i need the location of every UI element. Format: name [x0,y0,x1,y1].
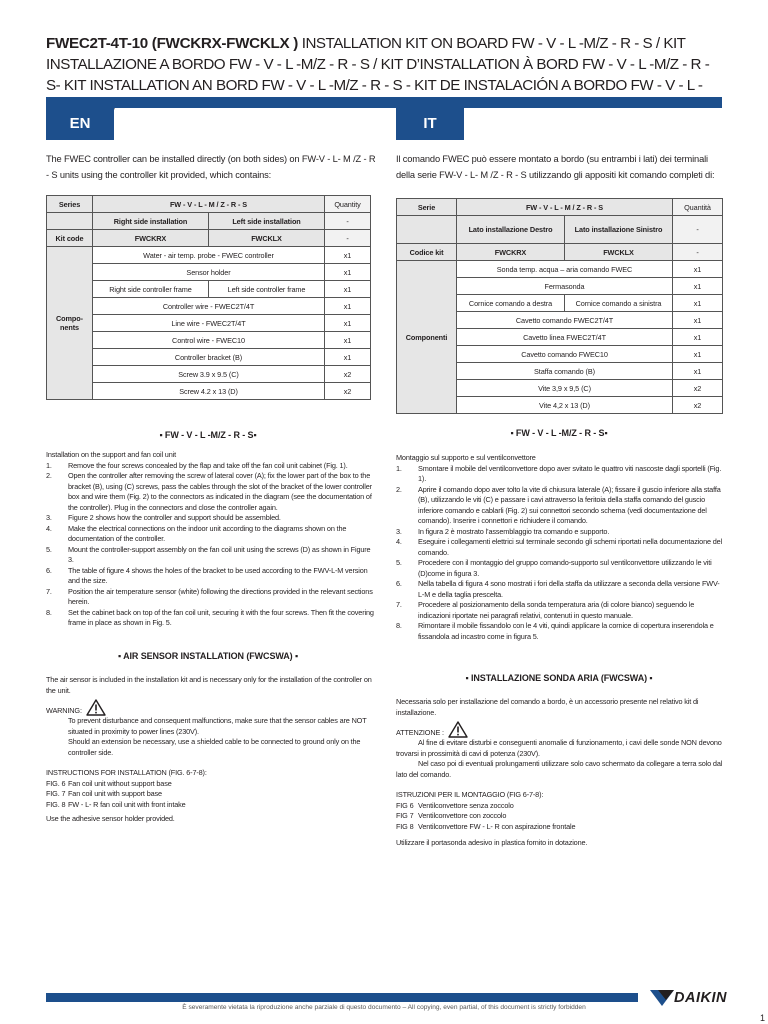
list-item: 1. Smontare il mobile del ventilconvettore dopo aver svitato le quattro viti nascoste dagli sportelli (Fig. 1). [396,463,722,483]
table-kit-left: FWCKLX [209,230,325,247]
warning-triangle-icon [448,721,468,738]
it-air-sensor-heading: ▪ INSTALLAZIONE SONDA ARIA (FWCSWA) ▪ [465,673,653,683]
table-row: Sonda temp. acqua – aria comando FWEC [457,261,673,278]
table-row: Controller wire - FWEC2T/4T [93,298,325,315]
it-fig-list [396,801,724,833]
daikin-logo-text: DAIKIN [674,990,727,1006]
table-row: Control wire - FWEC10 [93,332,325,349]
it-install-intro: Montaggio sul supporto e sul ventilconvettore [396,453,536,462]
daikin-logo [648,988,738,1008]
table-row: Staffa comando (B) [457,363,673,380]
list-item: 7. Procedere al posizionamento della sonda temperatura aria (di colore bianco) seguendo le indicazioni riportate nei paragrafi relativi, contenuti in questo manuale. [396,600,695,620]
list-item: FIG 7 Ventilconvettore con zoccolo [396,811,507,820]
table-row: Right side controller frame [93,281,209,298]
table-row: Cornice comando a destra [457,295,565,312]
table-header-series: Serie [397,199,457,216]
en-steps [46,461,374,629]
header-rule [46,97,722,108]
it-install-text [396,453,724,642]
table-header-quantity: Quantity [325,196,371,213]
list-item: FIG. 8 FW - L- R fan coil unit with front intake [46,799,186,809]
table-left-side: Left side installation [209,213,325,230]
footer-bar [46,993,638,1002]
list-item: 6. The table of figure 4 shows the holes of the bracket to be used according to the FWV-L-M version and the size. [46,565,368,585]
list-item: 1. Remove the four screws concealed by the flap and take off the fan coil unit cabinet (Fig. 1). [46,460,348,470]
footer-copyright: È severamente vietata la riproduzione anche parziale di questo documento – All copying, even partial, of this document is strictly forbidden [182,1004,586,1011]
list-item: 5. Mount the controller-support assembly on the fan coil unit using the screws (D) as shown in Figure 3. [46,544,371,564]
table-header-quantity: Quantità [673,199,723,216]
en-install-intro: Installation on the support and fan coil unit [46,450,176,459]
title-description: INSTALLATION KIT ON BOARD FW - V - L -M/Z - R - S / KIT INSTALLAZIONE A BORDO FW - V - L -M/Z - R - S / KIT D’INSTALLATION À BORD FW - V - L -M/Z - R - S- KIT INSTALLATION AN BORD FW - V - L -M/Z - R - S - KIT DE INSTALACIÓN A BORDO FW - V - L - [46,35,710,94]
list-item: 6. Nella tabella di figura 4 sono mostrati i fori della staffa da utilizzare a seconda della versione FWV-L-M e della taglia prescelta. [396,579,720,599]
table-row: Controller bracket (B) [93,349,325,366]
table-row: Fermasonda [457,278,673,295]
table-row: Cavetto linea FWEC2T/4T [457,329,673,346]
table-header-series-value: FW - V - L - M / Z - R - S [457,199,673,216]
en-section-fw-heading: ▪ FW - V - L -M/Z - R - S▪ [159,430,257,440]
it-section-fw-heading: ▪ FW - V - L -M/Z - R - S▪ [510,428,608,438]
table-row: Vite 3,9 x 9,5 (C) [457,380,673,397]
en-install-text [46,450,374,629]
table-row: Cornice comando a sinistra [565,295,673,312]
list-item: 4. Eseguire i collegamenti elettrici sul terminale secondo gli schemi riportati nella documentazione del comando. [396,537,723,557]
list-item: 7. Position the air temperature sensor (white) following the directions provided in the relevant sections herein. [46,586,373,606]
en-air-sensor-heading: ▪ AIR SENSOR INSTALLATION (FWCSWA) ▪ [117,651,299,661]
page-number: 1 [760,1013,766,1023]
table-header-series-value: FW - V - L - M / Z - R - S [93,196,325,213]
list-item: 2. Open the controller after removing the screw of lateral cover (A); fix the lower part of the box to the bracket (B), using (C) screws, pass the cables through the slot of the bracket of the lower controller box and wire them (Fig. 2) to the connectors as indicated in the diagram (see the documentation of the controller). Plug in the connectors and close the controller again. [46,471,372,512]
table-row: Screw 4.2 x 13 (D) [93,383,325,400]
en-intro: The FWEC controller can be installed directly (on both sides) on FW-V - L- M /Z - R - S units using the controller kit provided, which contains: [46,154,376,180]
table-row: Screw 3.9 x 9.5 (C) [93,366,325,383]
list-item: 3. Figure 2 shows how the controller and support should be assembled. [46,513,281,522]
list-item: FIG. 6 Fan coil unit without support base [46,778,172,788]
tab-en: EN [46,108,114,140]
table-row: Vite 4,2 x 13 (D) [457,397,673,414]
kit-code-title: FWEC2T-4T-10 (FWCKRX-FWCKLX ) [46,35,299,52]
it-sensor-text: Necessaria solo per installazione del comando a bordo, è un accessorio presente nel relativo kit di installazione. ATTENZIONE : Al fine di evitare disturbi e conseguenti anomalie di funzionamento, i cavi delle sonde NON devono trovarsi in prossimità di cavi di potenza (230V). Nel caso poi di eventuali prolungamenti utilizzare solo cavo schermato da collegare a terra solo dal lato del comando. ISTRUZIONI PER IL MONTAGGIO (FIG 6-7-8): FIG 6 Ventilconvettore senza zoccolo FIG 7 Ventilconvettore con zoccolo FIG 8 Ventilconvettore FW - L- R con aspirazione frontale Utilizzare il portasonda adesivo in plastica fornito in dotazione. [396,697,723,847]
table-kit-left: FWCKLX [565,244,673,261]
list-item: FIG. 7 Fan coil unit with support base [46,789,162,798]
list-item: FIG 6 Ventilconvettore senza zoccolo [396,800,514,810]
table-components-label: Componenti [397,261,457,414]
table-row: Water - air temp. probe - FWEC controller [93,247,325,264]
en-kit-table: Series FW - V - L - M / Z - R - S Quantity Right side installation Left side installation - Kit code FWCKRX FWCKLX - Compo-nents Water - air temp. probe - FWEC controller x1 Sensor holder x1 Right side controller frame Left side controller frame x1 Controller wire - FWEC2T/4T x1 Line wire - FWEC2T/4T x1 Control wire - FWEC10 x1 Controller bracket (B) x1 Screw 3.9 x 9.5 (C) x2 Screw 4.2 x 13 (D) x2 [46,195,371,400]
table-components-label: Compo-nents [47,247,93,400]
table-kit-code-label: Codice kit [397,244,457,261]
daikin-logo-icon [648,988,676,1008]
list-item: 8. Set the cabinet back on top of the fan coil unit, securing it with the four screws. Then fit the covering frame in place as shown in Fig. 5. [46,607,374,627]
table-row: Left side controller frame [209,281,325,298]
table-left-side: Lato installazione Sinistro [565,216,673,244]
table-row: Cavetto comando FWEC2T/4T [457,312,673,329]
table-row: Line wire - FWEC2T/4T [93,315,325,332]
tab-it: IT [396,108,464,140]
table-row: Cavetto comando FWEC10 [457,346,673,363]
list-item: 5. Procedere con il montaggio del gruppo comando-supporto sul ventilconvettore utilizzando le viti (D)come in figura 3. [396,558,712,578]
table-header-series: Series [47,196,93,213]
en-sensor-text: The air sensor is included in the installation kit and is necessary only for the installation of the controller on the unit. WARNING: To prevent disturbance and consequent malfunctions, make sure that the sensor cables are NOT situated in proximity to power lines (230V). Should an extension be necessary, use a shielded cable to be connected to ground only on the controller side. INSTRUCTIONS FOR INSTALLATION (FIG. 6-7-8): FIG. 6 Fan coil unit without support base FIG. 7 Fan coil unit with support base FIG. 8 FW - L- R fan coil unit with front intake Use the adhesive sensor holder provided. [46,675,374,825]
list-item: 3. In figura 2 è mostrato l’assemblaggio tra comando e supporto. [396,526,610,536]
it-steps [396,464,724,643]
it-kit-table: Serie FW - V - L - M / Z - R - S Quantità Lato installazione Destro Lato installazione Sinistro - Codice kit FWCKRX FWCKLX - Componenti Sonda temp. acqua – aria comando FWEC x1 Fermasonda x1 Cornice comando a destra Cornice comando a sinistra x1 Cavetto comando FWEC2T/4T x1 Cavetto linea FWEC2T/4T x1 Cavetto comando FWEC10 x1 Staffa comando (B) x1 Vite 3,9 x 9,5 (C) x2 Vite 4,2 x 13 (D) x2 [396,198,723,414]
en-warning-label: WARNING: [46,705,82,715]
table-kit-right: FWCKRX [93,230,209,247]
table-kit-code-label: Kit code [47,230,93,247]
en-fig-list [46,779,374,811]
list-item: 4. Make the electrical connections on the indoor unit according to the diagrams shown on the documentation of the controller. [46,523,347,543]
it-intro: Il comando FWEC può essere montato a bordo (su entrambi i lati) dei terminali della serie FW-V - L- M /Z - R - S utilizzando gli appositi kit comando completi di: [396,154,715,180]
table-right-side: Lato installazione Destro [457,216,565,244]
list-item: FIG 8 Ventilconvettore FW - L- R con aspirazione frontale [396,821,576,831]
table-right-side: Right side installation [93,213,209,230]
table-row: Sensor holder [93,264,325,281]
list-item: 2. Aprire il comando dopo aver tolto la vite di chiusura laterale (A); fissare il guscio inferiore alla staffa (B), utilizzando le viti (C) e passare i cavi attraverso la feritoia della staffa comando del guscio inferiore comando e cablarli (Fig. 2) sui connettori secondo schema (vedi documentazione del comando). Inserire i connettori e richiudere il comando. [396,484,721,525]
warning-triangle-icon [86,699,106,716]
it-warning-label: ATTENZIONE : [396,727,444,737]
list-item: 8. Rimontare il mobile fissandolo con le 4 viti, quindi applicare la cornice di copertura inserendola e fissandola ad incastro come in figura 5. [396,621,714,641]
table-kit-right: FWCKRX [457,244,565,261]
